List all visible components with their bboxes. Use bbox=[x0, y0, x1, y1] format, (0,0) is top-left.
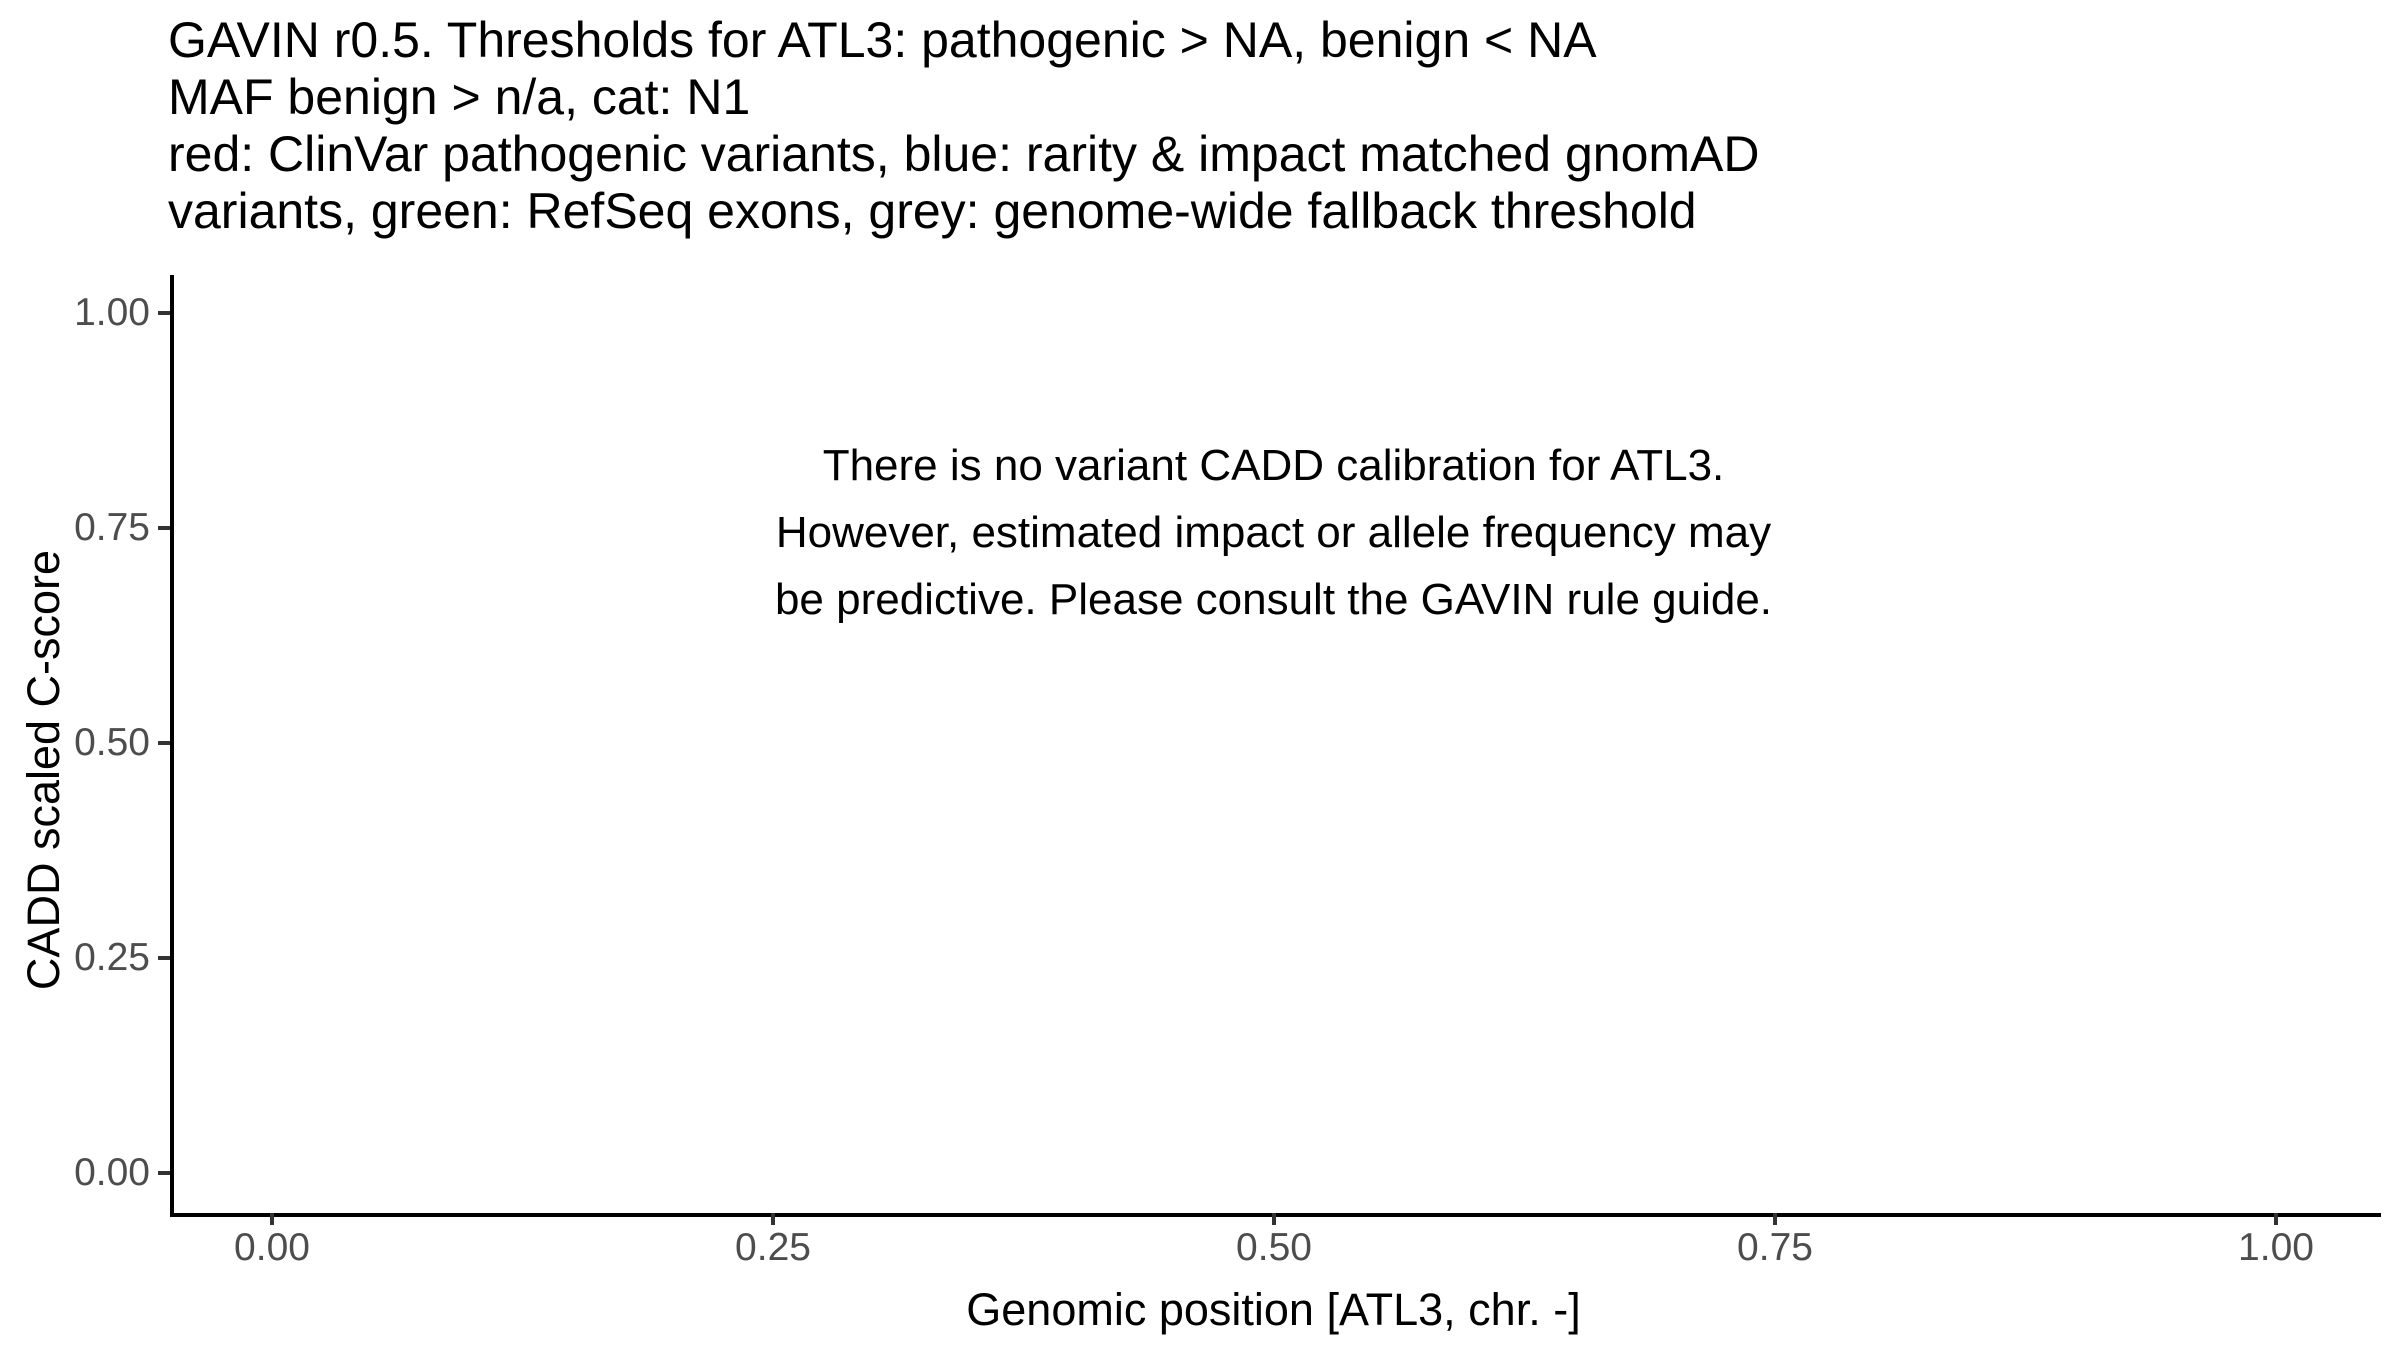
y-tick-label: 0.25 bbox=[74, 936, 150, 979]
x-tick-label: 0.00 bbox=[234, 1226, 310, 1269]
x-tick-mark bbox=[1272, 1213, 1276, 1225]
x-tick-label: 0.50 bbox=[1236, 1226, 1312, 1269]
no-calibration-annotation bbox=[170, 432, 2377, 633]
plot-title-line-1: GAVIN r0.5. Thresholds for ATL3: pathogenic > NA, benign < NA bbox=[168, 12, 1597, 68]
x-axis-title: Genomic position [ATL3, chr. -] bbox=[966, 1284, 1581, 1335]
y-tick-mark bbox=[158, 311, 170, 315]
x-tick-label: 1.00 bbox=[2238, 1226, 2314, 1269]
x-tick-mark bbox=[2274, 1213, 2278, 1225]
plot-title-line-2: MAF benign > n/a, cat: N1 bbox=[168, 69, 751, 125]
plot-title-line-4: variants, green: RefSeq exons, grey: genome-wide fallback threshold bbox=[168, 183, 1697, 239]
x-tick-mark bbox=[270, 1213, 274, 1225]
annotation-line-2: However, estimated impact or allele frequency may bbox=[775, 508, 1772, 557]
y-tick-label: 0.50 bbox=[74, 721, 150, 764]
annotation-line-3: be predictive. Please consult the GAVIN rule guide. bbox=[774, 575, 1773, 624]
y-tick-mark bbox=[158, 1171, 170, 1175]
y-tick-mark bbox=[158, 741, 170, 745]
x-tick-label: 0.25 bbox=[735, 1226, 811, 1269]
plot-panel bbox=[170, 275, 2381, 1217]
y-tick-label: 0.75 bbox=[74, 506, 150, 549]
annotation-line-1: There is no variant CADD calibration for ATL3. bbox=[822, 441, 1725, 490]
x-tick-label: 0.75 bbox=[1737, 1226, 1813, 1269]
x-tick-mark bbox=[771, 1213, 775, 1225]
plot-title bbox=[168, 12, 1759, 240]
y-axis-title: CADD scaled C-score bbox=[18, 549, 69, 991]
plot-title-line-3: red: ClinVar pathogenic variants, blue: rarity & impact matched gnomAD bbox=[168, 126, 1760, 182]
x-tick-mark bbox=[1773, 1213, 1777, 1225]
y-tick-label: 1.00 bbox=[74, 291, 150, 334]
y-tick-mark bbox=[158, 526, 170, 530]
y-tick-label: 0.00 bbox=[74, 1151, 150, 1194]
y-tick-mark bbox=[158, 956, 170, 960]
